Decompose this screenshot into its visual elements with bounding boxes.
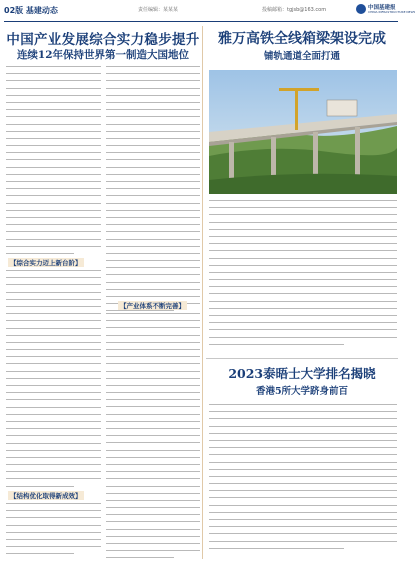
editor-credit: 责任编辑：某某某 bbox=[138, 7, 179, 13]
submission-email: 投稿邮箱：tgjsb@163.com bbox=[262, 7, 327, 13]
left-article-body-col2-b bbox=[106, 313, 200, 565]
right-top-article-body bbox=[209, 200, 397, 351]
right-top-subheadline: 铺轨通道全面打通 bbox=[263, 51, 340, 62]
left-section-heading-3: 【结构优化取得新成效】 bbox=[10, 492, 82, 500]
left-article-body-col2-a bbox=[106, 66, 200, 318]
left-section-heading-1: 【综合实力迈上新台阶】 bbox=[10, 259, 82, 267]
logo-subtext: CHINA INFRASTRUCTURE NEWS bbox=[368, 10, 415, 14]
right-top-headline: 雅万高铁全线箱梁架设完成 bbox=[218, 31, 386, 47]
left-article-body-col1-b bbox=[6, 270, 101, 493]
left-article-headline: 中国产业发展综合实力稳步提升 bbox=[6, 32, 200, 48]
right-bottom-article-body bbox=[209, 404, 397, 555]
header-divider bbox=[4, 21, 398, 22]
left-article-body-col1-c bbox=[6, 503, 101, 561]
page-header bbox=[0, 0, 415, 22]
logo-mark-icon bbox=[356, 4, 366, 14]
high-speed-rail-photo bbox=[209, 70, 397, 194]
newspaper-logo bbox=[356, 3, 415, 17]
page-label: 02版 基建动态 bbox=[4, 6, 58, 15]
column-divider bbox=[202, 26, 203, 559]
left-section-heading-2: 【产业体系不断完善】 bbox=[120, 302, 185, 310]
right-bottom-subheadline: 香港5所大学跻身前百 bbox=[255, 386, 349, 397]
right-column-divider bbox=[206, 358, 398, 359]
left-article-subheadline: 连续12年保持世界第一制造大国地位 bbox=[16, 49, 190, 61]
logo-text: 中国基建报 bbox=[368, 5, 396, 11]
right-bottom-headline: 2023泰晤士大学排名揭晓 bbox=[228, 366, 376, 381]
left-article-body-col1-a bbox=[6, 66, 101, 260]
